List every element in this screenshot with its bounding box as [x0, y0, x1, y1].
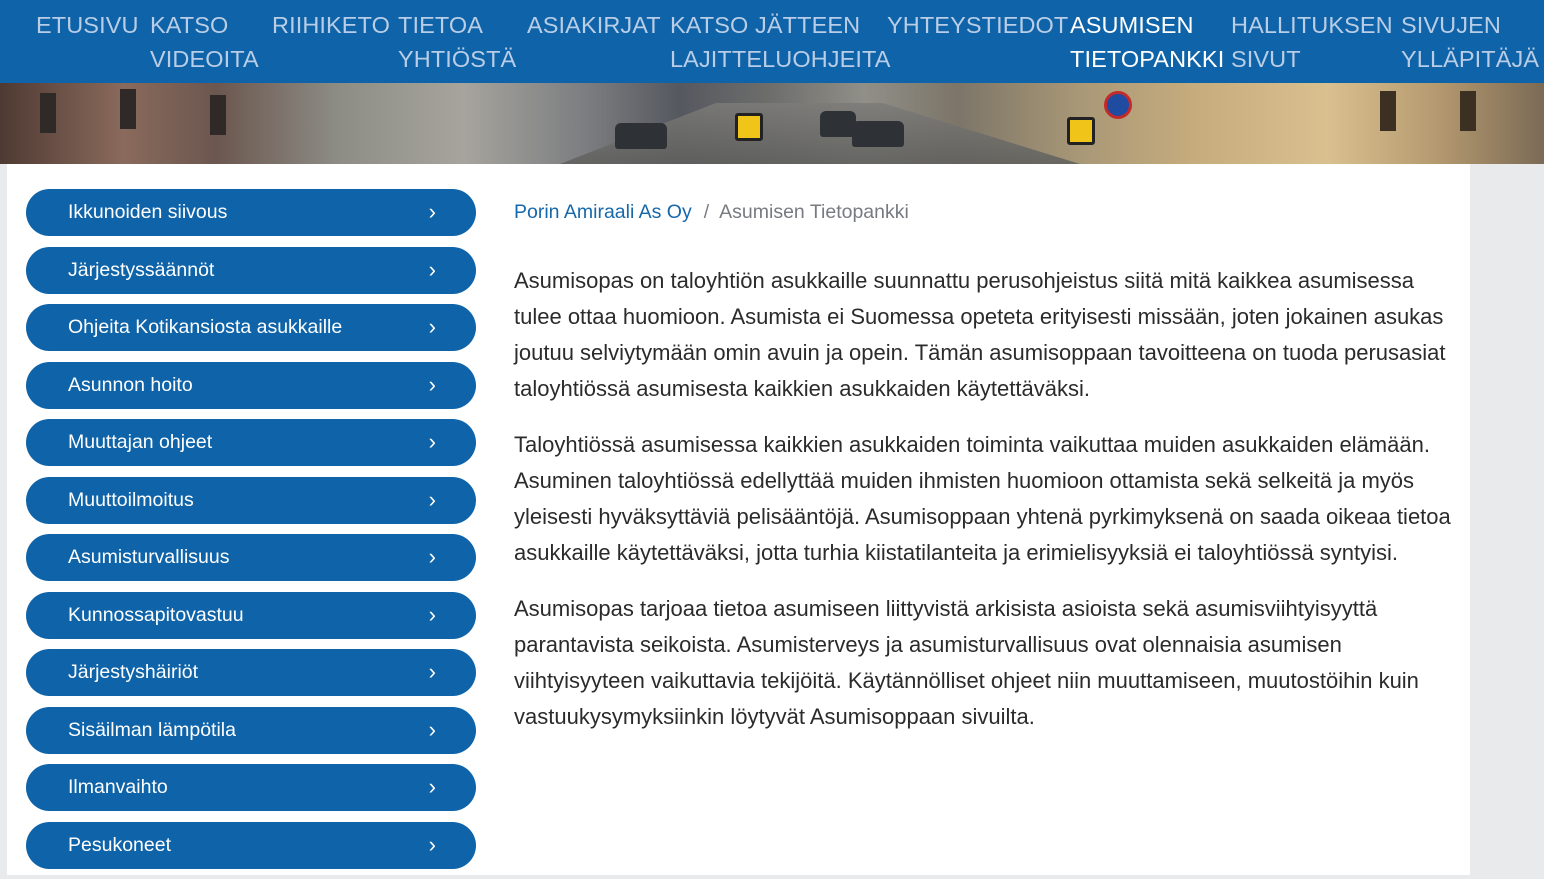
sidebar-item-label: Pesukoneet	[68, 833, 171, 856]
chevron-right-icon: ›	[428, 256, 436, 282]
article-paragraph: Asumisopas on taloyhtiön asukkaille suunnattu perusohjeistus siitä mitä kaikkea asumisessa tulee ottaa huomioon. Asumista ei Suomessa opeteta erityisesti missään, joten jokainen asukas joutuu selviytymään omin avuin ja opein. Tämän asumisoppaan tavoitteena on tuoda perusasiat taloyhtiössä asumisesta kaikkien asukkaiden käytettäväksi.	[514, 268, 1446, 401]
sidebar-menu	[26, 189, 476, 879]
breadcrumb-current: Asumisen Tietopankki	[719, 201, 909, 223]
no-parking-sign-icon	[1104, 91, 1132, 119]
nav-item-asumisen-tietopankki[interactable]	[1070, 8, 1224, 76]
sidebar-item-asunnon-hoito[interactable]	[26, 362, 476, 409]
speed-limit-sign-icon	[1067, 117, 1095, 145]
hero-car	[820, 111, 856, 137]
nav-item-label: YHTIÖSTÄ	[398, 46, 517, 72]
sidebar-item-label: Asumisturvallisuus	[68, 546, 230, 568]
sidebar-item-ikkunoiden-siivous[interactable]	[26, 189, 476, 236]
sidebar-item-label: Asunnon hoito	[68, 373, 193, 396]
article-body	[514, 263, 1459, 755]
hero-window	[120, 89, 136, 129]
nav-item-jatteen-lajitteluohjeet[interactable]	[670, 8, 891, 76]
sidebar-item-ohjeita-kotikansiosta[interactable]	[26, 304, 476, 351]
nav-item-label: TIETOPANKKI	[1070, 46, 1225, 72]
sidebar-item-label: Ilmanvaihto	[68, 776, 168, 798]
breadcrumb-home-link[interactable]: Porin Amiraali As Oy	[514, 201, 692, 223]
article-paragraph: Asumisopas tarjoaa tietoa asumiseen liittyvistä arkisista asioista sekä asumisviihtyisyyttä parantavista seikoista. Asumisterveys ja asumisturvallisuus ovat olennaisia asumisen viihtyisyyteen vaikuttavia tekijöitä. Käytännölliset ohjeet niin muuttamiseen, muutostöihin kuin vastuukysymyksiinkin löytyvät Asumisoppaan sivuilta.	[514, 596, 1419, 729]
sidebar-item-muuttajan-ohjeet[interactable]	[26, 419, 476, 466]
nav-item-label: RIIHIKETO	[272, 12, 390, 38]
nav-item-label: SIVUT	[1231, 46, 1301, 72]
nav-item-label: ETUSIVU	[36, 12, 139, 38]
nav-item-label: KATSO JÄTTEEN	[670, 12, 861, 38]
chevron-right-icon: ›	[428, 544, 436, 569]
sidebar-item-ilmanvaihto[interactable]	[26, 764, 476, 811]
hero-car	[615, 123, 667, 149]
nav-item-label: YLLÄPITÄJÄ	[1401, 46, 1540, 72]
chevron-right-icon: ›	[428, 774, 436, 799]
chevron-right-icon: ›	[428, 659, 436, 684]
nav-item-label: ASUMISEN	[1070, 12, 1194, 38]
chevron-right-icon: ›	[428, 486, 436, 512]
chevron-right-icon: ›	[428, 199, 436, 224]
nav-item-hallituksen-sivut[interactable]	[1231, 8, 1393, 76]
nav-item-asiakirjat[interactable]	[527, 8, 661, 42]
sidebar-item-label: Ikkunoiden siivous	[68, 201, 228, 223]
nav-item-sivujen-yllapitaja[interactable]	[1401, 8, 1539, 76]
sidebar-item-asumisturvallisuus[interactable]	[26, 534, 476, 581]
sidebar-item-label: Kunnossapitovastuu	[68, 603, 244, 626]
sidebar-item-jarjestyshairiot[interactable]	[26, 649, 476, 696]
sidebar-item-label: Järjestyssäännöt	[68, 258, 215, 281]
nav-item-label: HALLITUKSEN	[1231, 12, 1393, 38]
sidebar-item-jarjestyssaannot[interactable]	[26, 247, 476, 294]
hero-street-image	[0, 83, 1544, 164]
nav-item-etusivu[interactable]	[36, 8, 139, 42]
hero-window	[1380, 91, 1396, 131]
sidebar-item-muuttoilmoitus[interactable]	[26, 477, 476, 524]
chevron-right-icon: ›	[428, 371, 436, 397]
nav-item-label: LAJITTELUOHJEITA	[670, 46, 891, 72]
chevron-right-icon: ›	[428, 429, 436, 454]
article-paragraph: Taloyhtiössä asumisessa kaikkien asukkaiden toiminta vaikuttaa muiden asukkaiden elämään. Asuminen taloyhtiössä edellyttää muiden ihmisten huomioon ottamista sekä selkeitä ja myös yleisesti hyväksyttäviä pelisääntöjä. Asumisoppaan yhtenä pyrkimyksenä on saada oikeaa tietoa asukkaille käytettäväksi, jotta turhia kiistatilanteita ja erimielisyyksiä ei taloyhtiössä syntyisi.	[514, 432, 1451, 565]
nav-item-label: TIETOA	[398, 12, 484, 38]
hero-window	[210, 95, 226, 135]
nav-item-label: VIDEOITA	[150, 46, 259, 72]
sidebar-item-kunnossapitovastuu[interactable]	[26, 592, 476, 639]
breadcrumb-separator: /	[703, 201, 710, 223]
nav-item-label: ASIAKIRJAT	[527, 12, 661, 38]
sidebar-item-label: Muuttoilmoitus	[68, 488, 194, 511]
hero-window	[40, 93, 56, 133]
nav-item-katso-videoita[interactable]	[150, 8, 259, 76]
hero-car	[852, 121, 904, 147]
speed-limit-sign-icon	[735, 113, 763, 141]
chevron-right-icon: ›	[428, 314, 436, 339]
chevron-right-icon: ›	[428, 831, 436, 857]
sidebar-item-label: Sisäilman lämpötila	[68, 718, 236, 741]
nav-item-riihiketo[interactable]	[272, 8, 390, 42]
nav-item-label: KATSO	[150, 12, 229, 38]
sidebar-item-pesukoneet[interactable]	[26, 822, 476, 869]
sidebar-item-label: Järjestyshäiriöt	[68, 661, 199, 683]
chevron-right-icon: ›	[428, 601, 436, 627]
sidebar-item-sisailman-lampotila[interactable]	[26, 707, 476, 754]
breadcrumb	[514, 201, 909, 224]
nav-item-yhteystiedot[interactable]	[887, 8, 1068, 42]
sidebar-item-label: Muuttajan ohjeet	[68, 431, 213, 453]
hero-window	[1460, 91, 1476, 131]
nav-item-label: YHTEYSTIEDOT	[887, 12, 1069, 38]
sidebar-item-label: Ohjeita Kotikansiosta asukkaille	[68, 316, 343, 338]
chevron-right-icon: ›	[428, 716, 436, 742]
top-navigation	[0, 0, 1544, 83]
nav-item-tietoa-yhtiosta[interactable]	[398, 8, 516, 76]
nav-item-label: SIVUJEN	[1401, 12, 1501, 38]
